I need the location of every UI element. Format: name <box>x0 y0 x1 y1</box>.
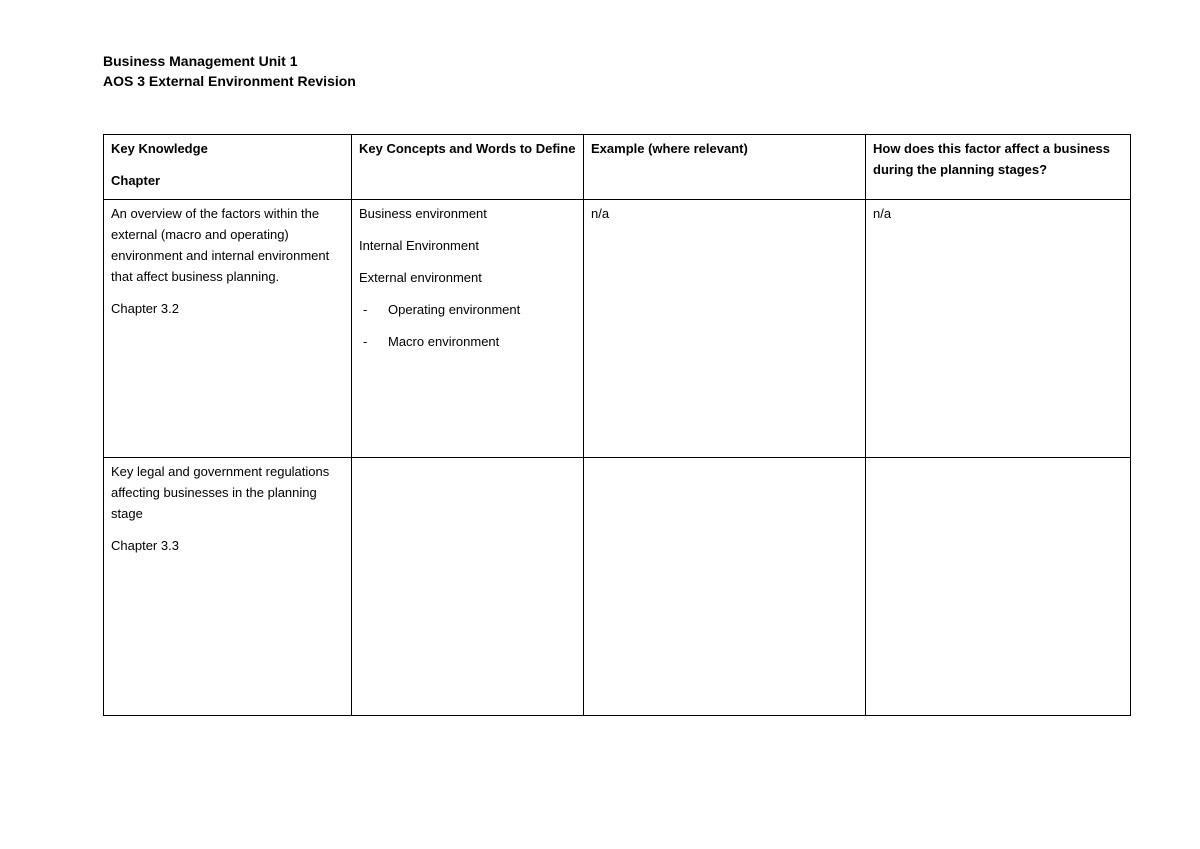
concept-item: Business environment <box>359 206 487 221</box>
effect-text: n/a <box>873 206 892 221</box>
knowledge-text: An overview of the factors within the external (macro and operating) environment and internal environment that affect business planning. <box>111 206 330 284</box>
dash-bullet: - <box>363 302 368 317</box>
document-title-line1: Business Management Unit 1 <box>103 53 298 69</box>
cell-effect <box>866 200 1131 458</box>
sub-concept-text: Macro environment <box>388 334 500 349</box>
header-key-knowledge <box>104 135 352 200</box>
header-example <box>584 135 866 200</box>
header-effect-label: How does this factor affect a business during the planning stages? <box>873 141 1110 177</box>
header-chapter-label: Chapter <box>111 173 161 188</box>
cell-example <box>584 200 866 458</box>
header-key-concepts-label: Key Concepts and Words to Define <box>359 141 576 156</box>
header-key-concepts <box>352 135 584 200</box>
dash-bullet: - <box>363 334 368 349</box>
document-header <box>103 51 356 91</box>
table-row <box>104 458 1131 716</box>
revision-table <box>103 134 1131 716</box>
cell-example <box>584 458 866 716</box>
table-header-row <box>104 135 1131 200</box>
sub-concept-item <box>359 331 576 352</box>
concept-item: Internal Environment <box>359 238 479 253</box>
table-row <box>104 200 1131 458</box>
sub-concept-text: Operating environment <box>388 302 521 317</box>
cell-key-knowledge <box>104 200 352 458</box>
header-effect <box>866 135 1131 200</box>
example-text: n/a <box>591 206 610 221</box>
cell-effect <box>866 458 1131 716</box>
header-example-label: Example (where relevant) <box>591 141 748 156</box>
cell-key-knowledge <box>104 458 352 716</box>
cell-key-concepts <box>352 458 584 716</box>
header-key-knowledge-label: Key Knowledge <box>111 141 208 156</box>
sub-concept-item <box>359 299 576 320</box>
document-title-line2: AOS 3 External Environment Revision <box>103 73 356 89</box>
chapter-text: Chapter 3.3 <box>111 538 179 553</box>
knowledge-text: Key legal and government regulations affecting businesses in the planning stage <box>111 464 330 521</box>
concept-item: External environment <box>359 270 482 285</box>
cell-key-concepts <box>352 200 584 458</box>
chapter-text: Chapter 3.2 <box>111 301 179 316</box>
